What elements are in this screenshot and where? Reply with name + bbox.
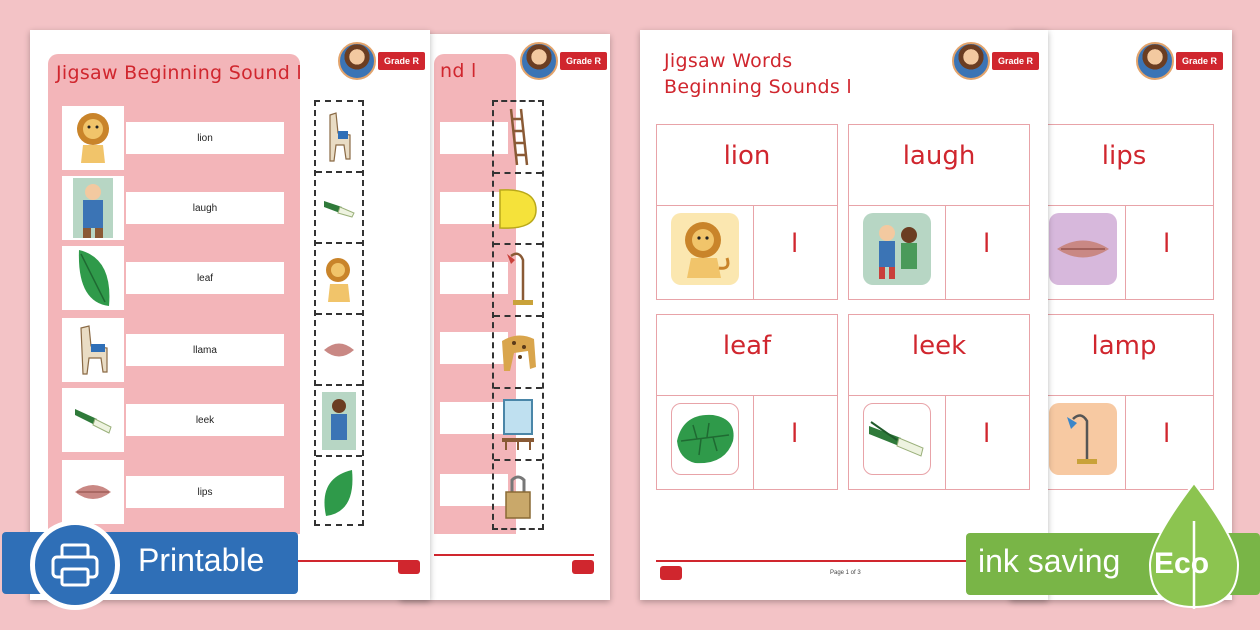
card-picture: [863, 213, 931, 285]
lift-icon: [498, 396, 538, 452]
card-picture: [1049, 213, 1117, 285]
card-divider: [1125, 205, 1126, 299]
eco-drop-icon: [1138, 481, 1250, 611]
cut-cell: [316, 173, 362, 244]
cut-cell: [494, 245, 542, 317]
leek-icon: [322, 197, 356, 219]
cut-cell: [494, 461, 542, 532]
card-word: leek: [911, 331, 967, 361]
worksheet-page-front: [30, 30, 430, 600]
card-letter: l: [1163, 419, 1171, 449]
word-box: leek: [126, 404, 284, 436]
cut-cell: [494, 317, 542, 389]
word-box: lips: [126, 476, 284, 508]
lips-icon: [1055, 234, 1111, 264]
cut-cell: [316, 386, 362, 457]
picture-lips: [62, 460, 124, 524]
ink-saving-label: ink saving: [978, 543, 1121, 579]
laugh-icon: [322, 392, 356, 450]
lamp-icon: [503, 250, 533, 310]
leaf-icon: [73, 248, 113, 308]
lion-icon: [677, 218, 733, 280]
cut-cell: [316, 315, 362, 386]
card-word: lamp: [1091, 331, 1157, 361]
word-box: llama: [126, 334, 284, 366]
card-word: lips: [1101, 141, 1147, 171]
grade-badge: Grade R: [992, 52, 1039, 70]
card-word: lion: [723, 141, 771, 171]
cut-cell: [316, 457, 362, 528]
eco-label: Eco: [1154, 547, 1210, 580]
card-divider: [1125, 395, 1126, 489]
picture-leek: [62, 388, 124, 452]
card-divider: [849, 205, 1029, 206]
jigsaw-card-lion: [656, 124, 838, 300]
grade-badge: Grade R: [560, 52, 607, 70]
lips-icon: [73, 480, 113, 504]
leaf-icon: [322, 468, 356, 518]
page-number: Page 1 of 3: [830, 570, 861, 576]
picture-lion: [62, 106, 124, 170]
card-letter: l: [791, 419, 799, 449]
twinkl-logo: [572, 560, 594, 574]
card-divider: [849, 395, 1029, 396]
leaf-icon: [673, 411, 737, 467]
footer-line: [434, 554, 594, 556]
teacher-avatar: [520, 42, 558, 80]
picture-laugh: [62, 176, 124, 240]
twinkl-logo: [398, 560, 420, 574]
card-letter: l: [983, 229, 991, 259]
card-letter: l: [1163, 229, 1171, 259]
word-box: lion: [126, 122, 284, 154]
card-picture: [1049, 403, 1117, 475]
lemon-icon: [496, 186, 540, 232]
eco-badge: [966, 533, 1260, 595]
cards-page-front: [640, 30, 1048, 600]
cut-out-column: [314, 100, 364, 526]
leek-icon: [73, 405, 113, 435]
jigsaw-card-laugh: [848, 124, 1030, 300]
cut-cell: [494, 389, 542, 461]
llama-icon: [73, 322, 113, 378]
teacher-avatar: [1136, 42, 1174, 80]
cards-title-line2: Beginning Sounds l: [664, 76, 853, 98]
word-box: laugh: [126, 192, 284, 224]
card-divider: [753, 205, 754, 299]
card-picture: [863, 403, 931, 475]
card-picture: [671, 213, 739, 285]
cards-title-line1: Jigsaw Words: [664, 50, 793, 72]
lips-icon: [322, 339, 356, 361]
leek-icon: [867, 420, 927, 458]
teacher-avatar: [338, 42, 376, 80]
cut-cell: [494, 174, 542, 245]
leopard-icon: [496, 327, 540, 377]
card-letter: l: [791, 229, 799, 259]
card-divider: [753, 395, 754, 489]
cut-cell: [494, 102, 542, 174]
card-divider: [945, 395, 946, 489]
printable-label: Printable: [138, 542, 265, 578]
card-word: leaf: [722, 331, 772, 361]
llama-icon: [324, 109, 354, 165]
twinkl-logo: [660, 566, 682, 580]
card-divider: [1035, 395, 1213, 396]
worksheet-title-fragment: nd l: [440, 60, 477, 82]
picture-llama: [62, 318, 124, 382]
printer-circle: [30, 520, 120, 610]
jigsaw-card-lamp: [1034, 314, 1214, 490]
ladder-icon: [507, 107, 529, 167]
jigsaw-card-leek: [848, 314, 1030, 490]
word-box: leaf: [126, 262, 284, 294]
jigsaw-card-leaf: [656, 314, 838, 490]
grade-badge: Grade R: [1176, 52, 1223, 70]
cut-cell: [316, 102, 362, 173]
laugh-icon: [867, 217, 927, 281]
card-divider: [657, 205, 837, 206]
card-divider: [657, 395, 837, 396]
card-word: laugh: [902, 141, 976, 171]
card-picture: [671, 403, 739, 475]
lamp-icon: [1063, 411, 1103, 467]
card-divider: [1035, 205, 1213, 206]
card-divider: [945, 205, 946, 299]
worksheet-title: Jigsaw Beginning Sound l: [56, 62, 302, 84]
lion-icon: [73, 111, 113, 165]
lock-icon: [502, 472, 534, 522]
cut-out-column: [492, 100, 544, 530]
cut-cell: [316, 244, 362, 315]
printable-badge: [2, 532, 298, 594]
worksheet-page-back: [400, 34, 610, 600]
jigsaw-card-lips: [1034, 124, 1214, 300]
lion-icon: [322, 254, 356, 304]
teacher-avatar: [952, 42, 990, 80]
grade-badge: Grade R: [378, 52, 425, 70]
card-letter: l: [983, 419, 991, 449]
picture-leaf: [62, 246, 124, 310]
laugh-icon: [73, 178, 113, 238]
printer-icon: [50, 543, 100, 587]
